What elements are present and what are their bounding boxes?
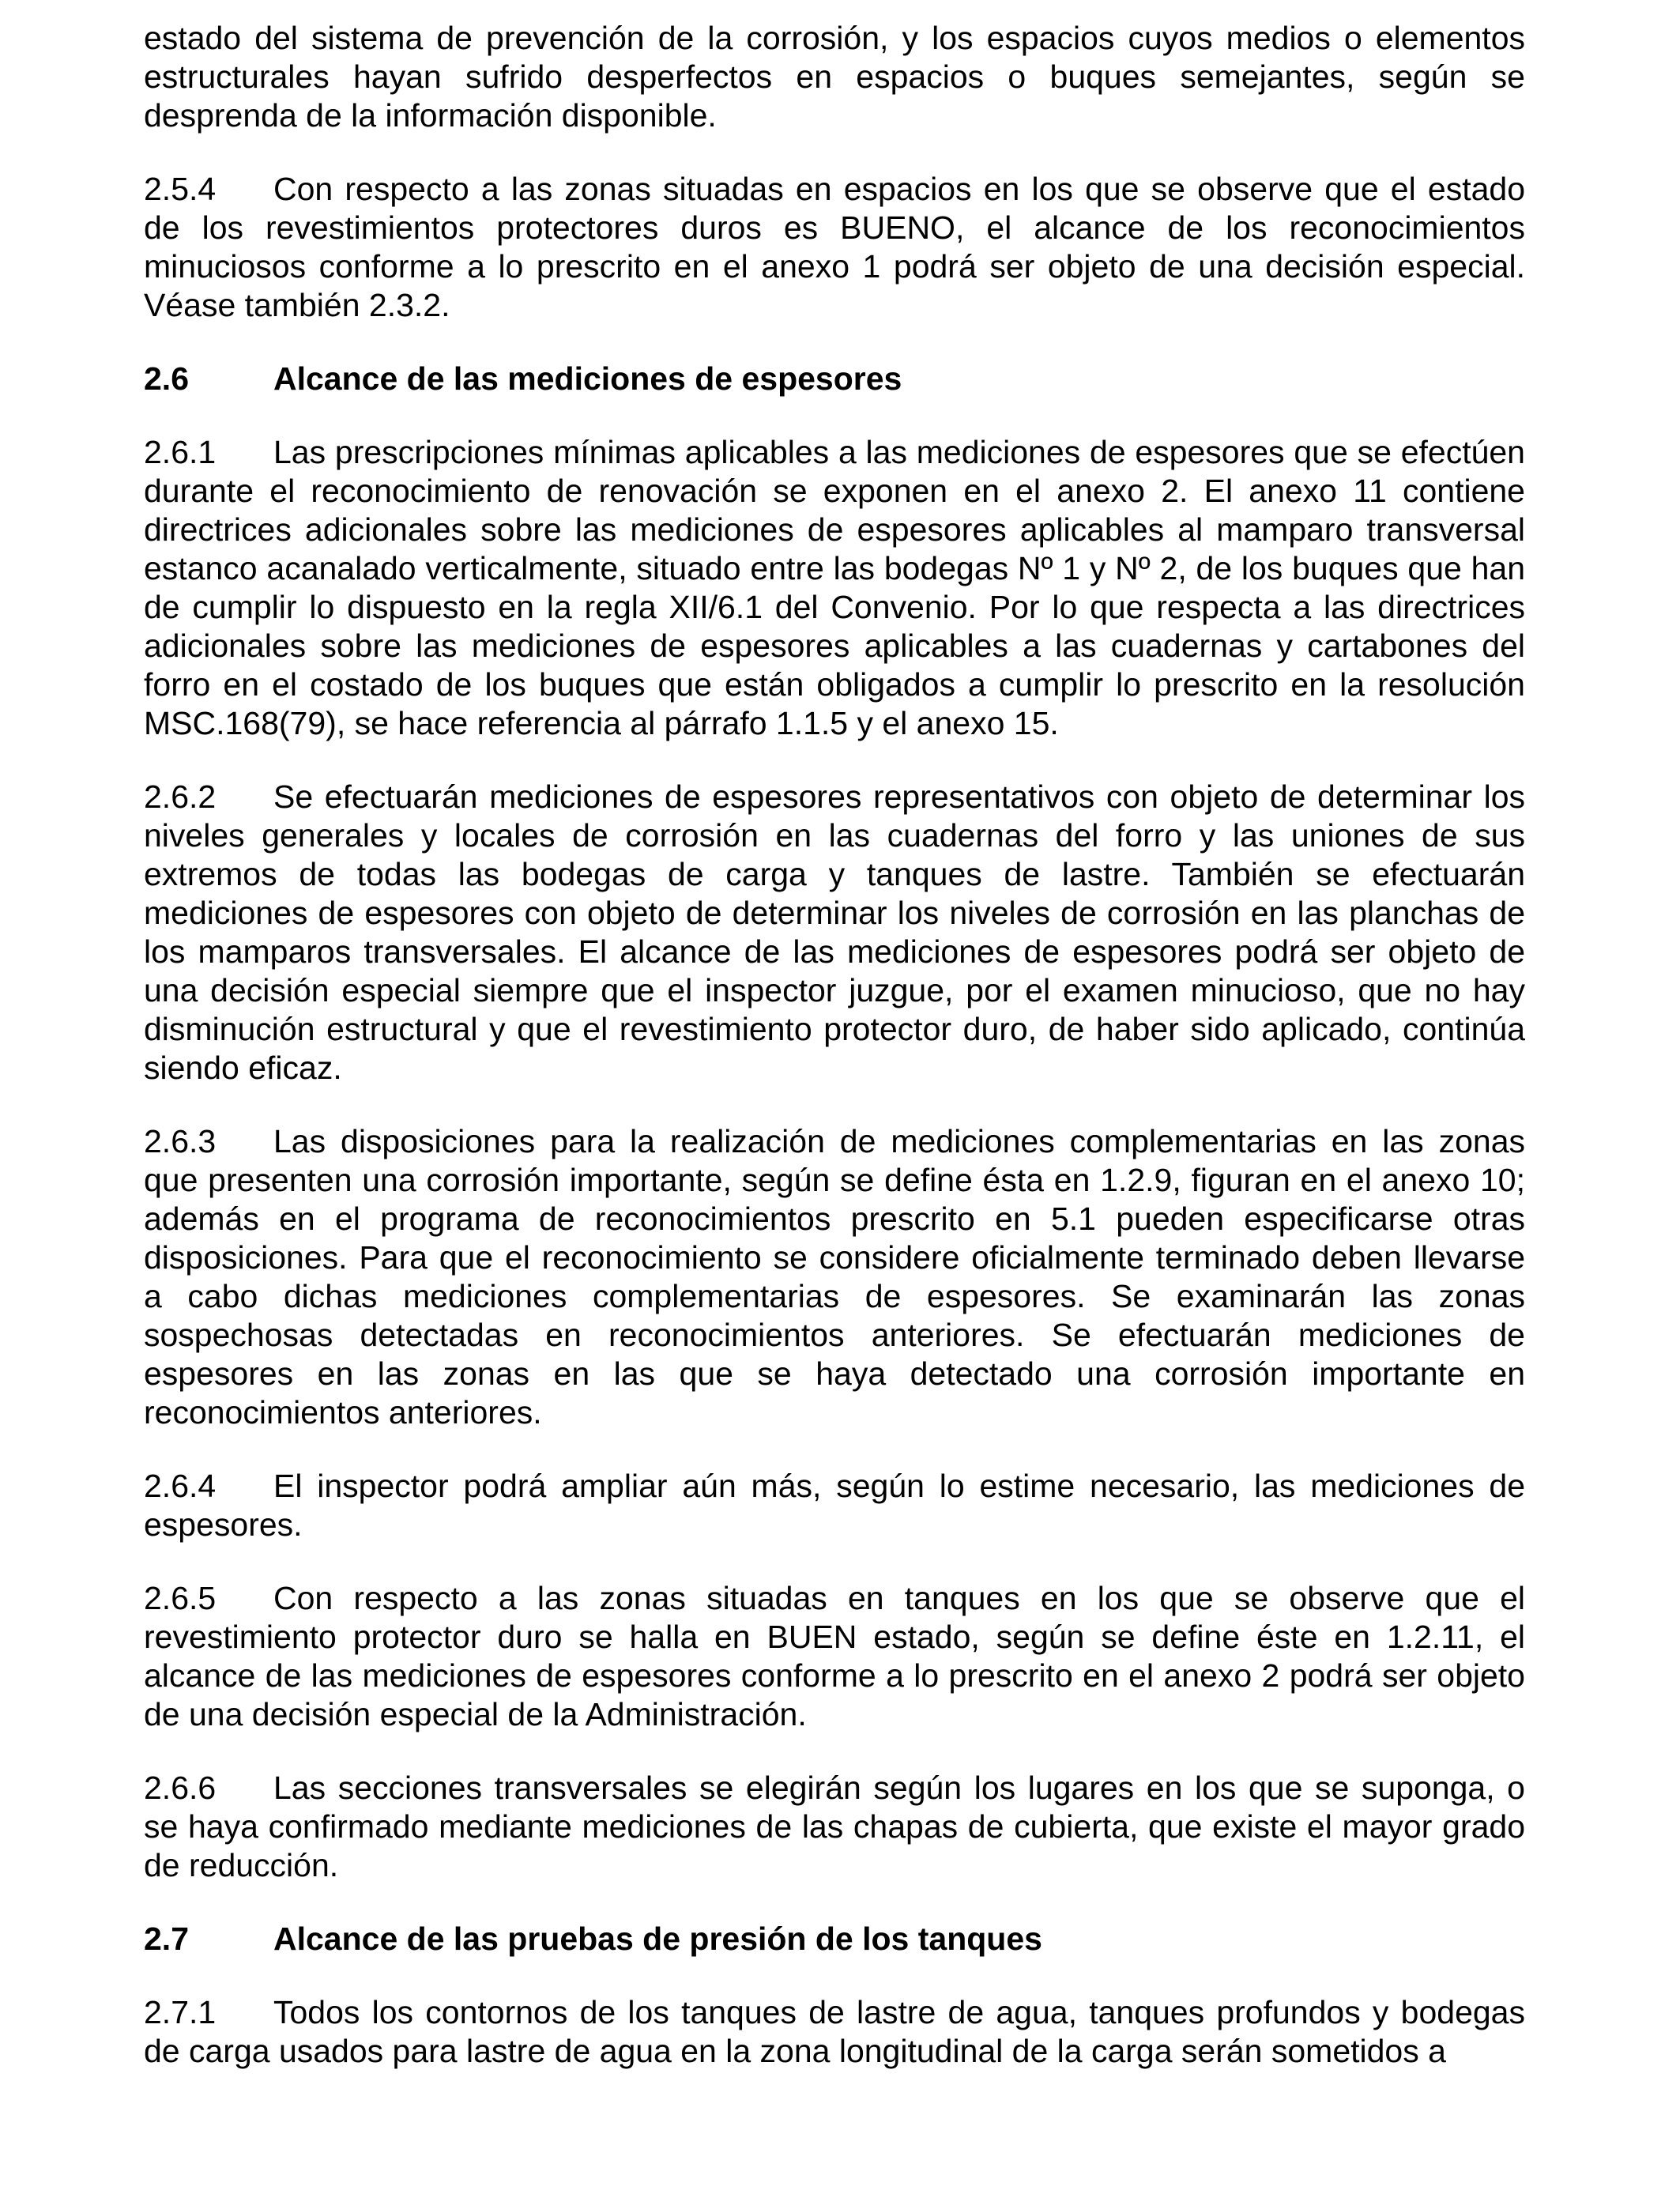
paragraph-text: Las disposiciones para la realización de mediciones complementarias en las zonas que presenten una corrosión importante, según se define ésta en 1.2.9, figuran en el anexo 10; además en el programa de reconocimientos prescrito en 5.1 pueden especificarse otras disposiciones. Para que el reconocimiento se considere oficialmente terminado deben llevarse a cabo dichas mediciones complementarias de espesores. Se examinarán las zonas sospechosas detectadas en reconocimientos anteriores. Se efectuarán mediciones de espesores en las zonas en las que se haya detectado una corrosión importante en reconocimientos anteriores. — [144, 1123, 1525, 1431]
paragraph-number: 2.7.1 — [144, 1994, 217, 2030]
paragraph-2-6-2 — [144, 778, 1525, 1088]
paragraph-2-6-3 — [144, 1122, 1525, 1432]
paragraph-text: Con respecto a las zonas situadas en espacios en los que se observe que el estado de los revestimientos protectores duros es BUENO, el alcance de los reconocimientos minuciosos conforme a lo prescrito en el anexo 1 podrá ser objeto de una decisión especial. Véase también 2.3.2. — [144, 171, 1525, 323]
paragraph-text: Se efectuarán mediciones de espesores representativos con objeto de determinar los niveles generales y locales de corrosión en las cuadernas del forro y las uniones de sus extremos de todas las bodegas de carga y tanques de lastre. También se efectuarán mediciones de espesores con objeto de determinar los niveles de corrosión en las planchas de los mamparos transversales. El alcance de las mediciones de espesores podrá ser objeto de una decisión especial siempre que el inspector juzgue, por el examen minucioso, que no hay disminución estructural y que el revestimiento protector duro, de haber sido aplicado, continúa siendo eficaz. — [144, 778, 1525, 1086]
section-title: Alcance de las pruebas de presión de los tanques — [273, 1921, 1042, 1957]
paragraph-2-6-1 — [144, 433, 1525, 743]
paragraph-2-7-1 — [144, 1993, 1525, 2071]
paragraph-continuation — [144, 19, 1525, 135]
paragraph-text: estado del sistema de prevención de la corrosión, y los espacios cuyos medios o elementos estructurales hayan sufrido desperfectos en espacios o buques semejantes, según se desprenda de la información disponible. — [144, 20, 1525, 134]
paragraph-number: 2.6.2 — [144, 778, 217, 815]
paragraph-text: Las secciones transversales se elegirán según los lugares en los que se suponga, o se haya confirmado mediante mediciones de las chapas de cubierta, que existe el mayor grado de reducción. — [144, 1770, 1525, 1883]
section-heading-2-7 — [144, 1920, 1525, 1958]
paragraph-number: 2.6.3 — [144, 1123, 217, 1159]
paragraph-number: 2.5.4 — [144, 171, 217, 207]
section-title: Alcance de las mediciones de espesores — [273, 360, 902, 397]
paragraph-2-6-5 — [144, 1579, 1525, 1734]
paragraph-number: 2.6.5 — [144, 1580, 217, 1616]
paragraph-number: 2.6.6 — [144, 1770, 217, 1806]
paragraph-text: Todos los contornos de los tanques de lastre de agua, tanques profundos y bodegas de carga usados para lastre de agua en la zona longitudinal de la carga serán sometidos a — [144, 1994, 1525, 2069]
paragraph-text: El inspector podrá ampliar aún más, según lo estime necesario, las mediciones de espesores. — [144, 1468, 1525, 1543]
paragraph-2-5-4 — [144, 170, 1525, 325]
paragraph-text: Con respecto a las zonas situadas en tanques en los que se observe que el revestimiento protector duro se halla en BUEN estado, según se define éste en 1.2.11, el alcance de las mediciones de espesores conforme a lo prescrito en el anexo 2 podrá ser objeto de una decisión especial de la Administración. — [144, 1580, 1525, 1732]
document-page — [144, 19, 1525, 2105]
paragraph-number: 2.6.4 — [144, 1468, 217, 1504]
paragraph-2-6-4 — [144, 1467, 1525, 1544]
section-number: 2.6 — [144, 360, 189, 397]
section-heading-2-6 — [144, 360, 1525, 398]
paragraph-number: 2.6.1 — [144, 434, 217, 470]
paragraph-text: Las prescripciones mínimas aplicables a las mediciones de espesores que se efectúen durante el reconocimiento de renovación se exponen en el anexo 2. El anexo 11 contiene directrices adicionales sobre las mediciones de espesores aplicables al mamparo transversal estanco acanalado verticalmente, situado entre las bodegas Nº 1 y Nº 2, de los buques que han de cumplir lo dispuesto en la regla XII/6.1 del Convenio. Por lo que respecta a las directrices adicionales sobre las mediciones de espesores aplicables a las cuadernas y cartabones del forro en el costado de los buques que están obligados a cumplir lo prescrito en la resolución MSC.168(79), se hace referencia al párrafo 1.1.5 y el anexo 15. — [144, 434, 1525, 741]
section-number: 2.7 — [144, 1921, 189, 1957]
paragraph-2-6-6 — [144, 1769, 1525, 1885]
